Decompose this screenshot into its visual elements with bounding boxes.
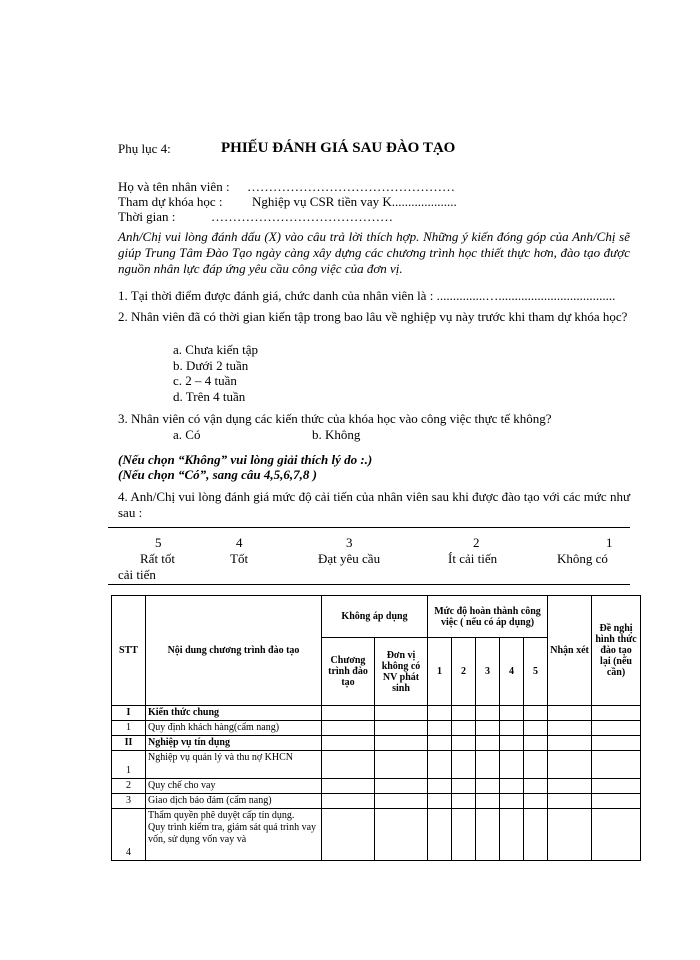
cell[interactable] (428, 736, 452, 751)
cell[interactable] (592, 721, 641, 736)
cell[interactable] (592, 779, 641, 794)
cell[interactable] (548, 794, 592, 809)
cell[interactable] (592, 706, 641, 721)
note-no: (Nếu chọn “Không” vui lòng giải thích lý do :.) (118, 452, 373, 467)
scale-num-2: 2 (473, 535, 480, 550)
evaluation-table (111, 595, 641, 861)
header-na-unit: Đơn vị không có NV phát sinh (375, 638, 428, 706)
cell[interactable] (452, 779, 476, 794)
header-level-1: 1 (428, 638, 452, 706)
scale-label-4: Tốt (230, 551, 249, 566)
cell[interactable] (428, 706, 452, 721)
header-not-applicable: Không áp dụng (322, 596, 428, 638)
course-label: Tham dự khóa học : (118, 194, 223, 209)
question-3: 3. Nhân viên có vận dụng các kiến thức của khóa học vào công việc thực tế không? (118, 411, 552, 426)
scale-top-rule (108, 527, 630, 528)
cell[interactable] (592, 751, 641, 779)
course-value: Nghiệp vụ CSR tiền vay K.................... (252, 194, 457, 209)
cell[interactable] (524, 779, 548, 794)
question-1: 1. Tại thời điểm được đánh giá, chức danh của nhân viên là : ...............….................................... (118, 288, 616, 303)
note-yes: (Nếu chọn “Có”, sang câu 4,5,6,7,8 ) (118, 467, 317, 482)
cell[interactable] (375, 721, 428, 736)
time-value: …………………………………… (211, 209, 393, 224)
cell[interactable] (524, 751, 548, 779)
cell[interactable] (500, 706, 524, 721)
row-content: Thẩm quyền phê duyệt cấp tín dụng. Quy trình kiểm tra, giám sát quá trình vay vốn, sử dụng vốn vay và (146, 809, 322, 861)
row-content: Giao dịch bảo đảm (cẩm nang) (146, 794, 322, 809)
table-row (112, 706, 641, 721)
cell[interactable] (592, 794, 641, 809)
row-content: Nghiệp vụ quản lý và thu nợ KHCN (146, 751, 322, 779)
cell[interactable] (548, 721, 592, 736)
cell[interactable] (375, 779, 428, 794)
row-stt: 3 (112, 794, 146, 809)
cell[interactable] (476, 721, 500, 736)
cell[interactable] (500, 721, 524, 736)
cell[interactable] (500, 779, 524, 794)
instructions: Anh/Chị vui lòng đánh dấu (X) vào câu trả lời thích hợp. Những ý kiến đóng góp của Anh/Chị sẽ giúp Trung Tâm Đào Tạo ngày càng xây dựng các chương trình học thiết thực hơn, đào tạo được nguồn nhân lực đáp ứng yêu cầu công việc của đơn vị. (118, 229, 630, 276)
cell[interactable] (452, 794, 476, 809)
cell[interactable] (524, 809, 548, 861)
cell[interactable] (322, 736, 375, 751)
cell[interactable] (476, 779, 500, 794)
header-level-2: 2 (452, 638, 476, 706)
scale-num-3: 3 (346, 535, 353, 550)
cell[interactable] (428, 721, 452, 736)
cell[interactable] (428, 779, 452, 794)
cell[interactable] (592, 736, 641, 751)
cell[interactable] (548, 751, 592, 779)
cell[interactable] (452, 706, 476, 721)
cell[interactable] (452, 809, 476, 861)
cell[interactable] (322, 809, 375, 861)
scale-label-5: Rất tốt (140, 551, 176, 566)
cell[interactable] (452, 736, 476, 751)
scale-num-5: 5 (155, 535, 162, 550)
employee-name-value: ………………………………………… (247, 179, 455, 194)
cell[interactable] (322, 721, 375, 736)
cell[interactable] (428, 809, 452, 861)
cell[interactable] (548, 809, 592, 861)
row-stt: 2 (112, 779, 146, 794)
table-row (112, 721, 641, 736)
row-stt: 1 (112, 721, 146, 736)
cell[interactable] (375, 794, 428, 809)
cell[interactable] (500, 736, 524, 751)
cell[interactable] (428, 794, 452, 809)
row-stt: 4 (112, 809, 146, 861)
header-retraining-proposal: Đề nghị hình thức đào tạo lại (nếu cần) (592, 596, 641, 706)
row-stt: II (112, 736, 146, 751)
scale-label-3: Đạt yêu cầu (318, 551, 381, 566)
scale-bottom-rule (108, 584, 630, 585)
cell[interactable] (452, 751, 476, 779)
cell[interactable] (476, 794, 500, 809)
table-row (112, 751, 641, 779)
q3-option-b: b. Không (312, 427, 361, 442)
header-level-5: 5 (524, 638, 548, 706)
cell[interactable] (476, 736, 500, 751)
cell[interactable] (428, 751, 452, 779)
time-label: Thời gian : (118, 209, 176, 224)
question-4: 4. Anh/Chị vui lòng đánh giá mức độ cải tiến của nhân viên sau khi được đào tạo với các mức như sau : (118, 489, 630, 520)
cell[interactable] (476, 809, 500, 861)
table-row (112, 809, 641, 861)
cell[interactable] (476, 706, 500, 721)
cell[interactable] (322, 779, 375, 794)
header-completion-level: Mức độ hoàn thành công việc ( nếu có áp dụng) (428, 596, 548, 638)
header-content: Nội dung chương trình đào tạo (146, 596, 322, 706)
table-row (112, 794, 641, 809)
q2-option-d: d. Trên 4 tuần (173, 389, 246, 404)
table-row (112, 779, 641, 794)
q2-option-b: b. Dưới 2 tuần (173, 358, 249, 373)
appendix-label: Phụ lục 4: (118, 141, 171, 156)
row-content: Nghiệp vụ tín dụng (146, 736, 322, 751)
cell[interactable] (500, 809, 524, 861)
cell[interactable] (375, 751, 428, 779)
row-stt: 1 (112, 751, 146, 779)
row-stt: I (112, 706, 146, 721)
question-2: 2. Nhân viên đã có thời gian kiến tập trong bao lâu về nghiệp vụ này trước khi tham dự khóa học? (118, 309, 628, 324)
cell[interactable] (476, 751, 500, 779)
header-stt: STT (112, 596, 146, 706)
cell[interactable] (500, 794, 524, 809)
header-level-4: 4 (500, 638, 524, 706)
scale-num-1: 1 (606, 535, 613, 550)
q2-option-a: a. Chưa kiến tập (173, 342, 259, 357)
cell[interactable] (322, 794, 375, 809)
cell[interactable] (524, 706, 548, 721)
cell[interactable] (524, 736, 548, 751)
cell[interactable] (524, 721, 548, 736)
cell[interactable] (592, 809, 641, 861)
cell[interactable] (322, 751, 375, 779)
header-na-program: Chương trình đào tạo (322, 638, 375, 706)
row-content: Quy định khách hàng(cẩm nang) (146, 721, 322, 736)
scale-label-1-tail: cải tiến (118, 567, 156, 582)
cell[interactable] (524, 794, 548, 809)
row-content: Kiến thức chung (146, 706, 322, 721)
scale-label-2: Ít cải tiến (448, 551, 498, 566)
cell[interactable] (375, 736, 428, 751)
cell[interactable] (322, 706, 375, 721)
page-title: PHIẾU ĐÁNH GIÁ SAU ĐÀO TẠO (221, 140, 456, 156)
header-remark: Nhận xét (548, 596, 592, 706)
cell[interactable] (452, 721, 476, 736)
row-content: Quy chế cho vay (146, 779, 322, 794)
employee-name-label: Họ và tên nhân viên : (118, 179, 230, 194)
cell[interactable] (375, 809, 428, 861)
cell[interactable] (500, 751, 524, 779)
scale-num-4: 4 (236, 535, 243, 550)
header-level-3: 3 (476, 638, 500, 706)
cell[interactable] (548, 779, 592, 794)
cell[interactable] (548, 736, 592, 751)
scale-label-1: Không có (557, 551, 608, 566)
cell[interactable] (548, 706, 592, 721)
q2-option-c: c. 2 – 4 tuần (173, 373, 237, 388)
table-row (112, 736, 641, 751)
q3-option-a: a. Có (173, 427, 201, 442)
cell[interactable] (375, 706, 428, 721)
